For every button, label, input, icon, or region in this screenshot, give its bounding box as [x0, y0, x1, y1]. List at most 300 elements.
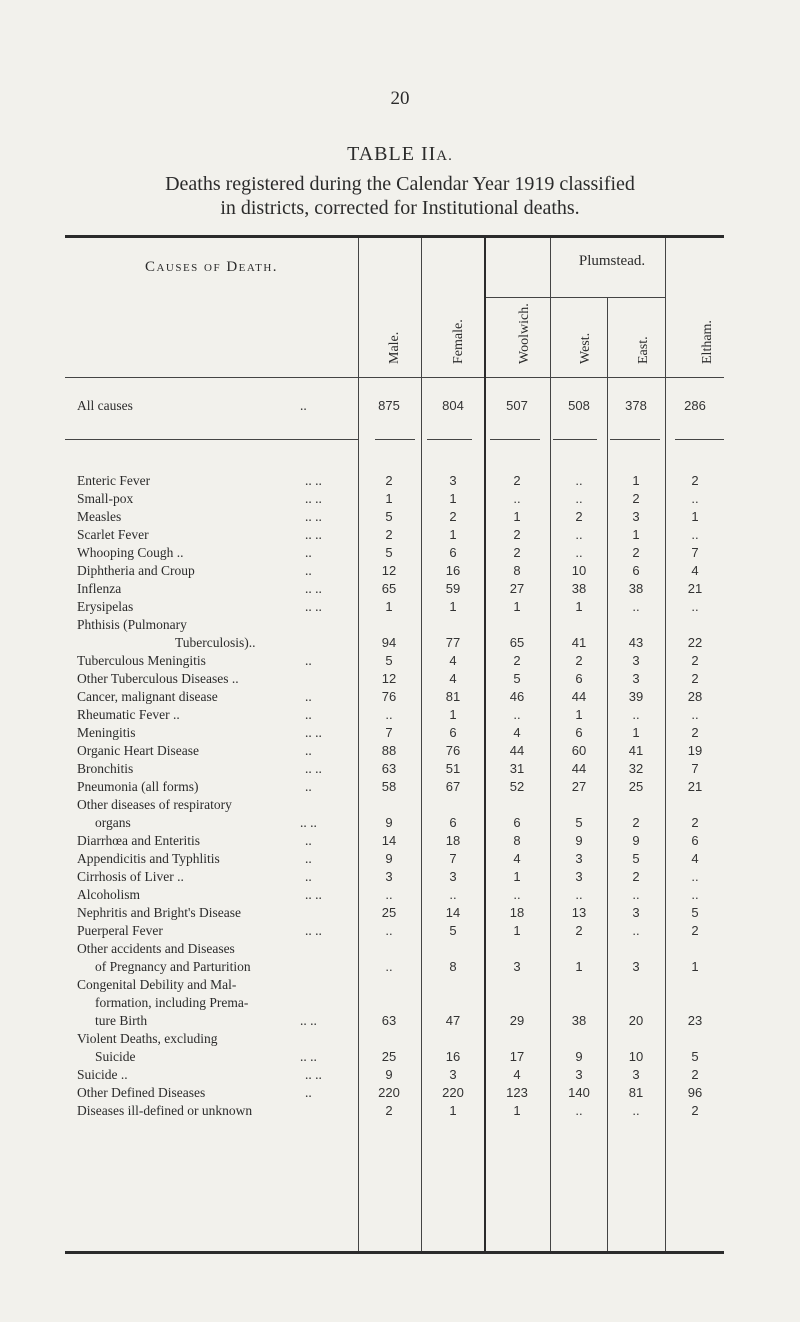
leader-dots: .. ..	[305, 581, 322, 596]
cell-value: 21	[687, 581, 703, 596]
table-row	[65, 1103, 724, 1121]
cell-value: ..	[575, 491, 583, 506]
cell-value: 4	[513, 725, 521, 740]
cell-value: ..	[632, 923, 640, 938]
cell-value: 27	[509, 581, 525, 596]
cell-value: 81	[628, 1085, 644, 1100]
cell-value: 63	[381, 1013, 397, 1028]
cell-value: 51	[445, 761, 461, 776]
cell-value: 41	[628, 743, 644, 758]
cell-value: 25	[381, 905, 397, 920]
cell-value: 77	[445, 635, 461, 650]
cause-label: Diseases ill-defined or unknown	[77, 1103, 253, 1118]
all-causes-rule-eltham	[675, 439, 724, 440]
cell-value: 43	[628, 635, 644, 650]
table-row	[65, 599, 724, 617]
leader-dots: .. ..	[305, 761, 322, 776]
header-eltham: Eltham.	[700, 320, 715, 364]
leader-dots: .. ..	[305, 491, 322, 506]
cause-label: Small-pox	[77, 491, 134, 506]
cell-value: 8	[449, 959, 457, 974]
table-row	[65, 1085, 724, 1103]
cell-value: 6	[513, 815, 521, 830]
cell-value: ..	[632, 599, 640, 614]
subtitle-line-2: in districts, corrected for Institutional deaths.	[220, 197, 580, 219]
cell-value: 4	[449, 671, 457, 686]
cell-value: 220	[442, 1085, 464, 1100]
cell-value: 507	[506, 398, 528, 413]
cause-label: Enteric Fever	[77, 473, 151, 488]
cell-value: 5	[575, 815, 583, 830]
leader-dots: ..	[305, 689, 312, 704]
table-row	[65, 797, 724, 833]
cell-value: 28	[687, 689, 703, 704]
table-bottom-rule	[65, 1251, 724, 1254]
cause-label-cont: formation, including Prema-	[95, 995, 249, 1010]
cell-value: 5	[385, 653, 393, 668]
cause-label: Whooping Cough ..	[77, 545, 184, 560]
cell-value: 31	[509, 761, 525, 776]
cell-value: 2	[513, 545, 521, 560]
cell-value: 1	[449, 527, 457, 542]
cell-value: 6	[449, 545, 457, 560]
cell-value: 6	[575, 671, 583, 686]
table-row	[65, 527, 724, 545]
cell-value: 65	[381, 581, 397, 596]
cause-label-cont: of Pregnancy and Parturition	[95, 959, 251, 974]
cause-label: Violent Deaths, excluding	[77, 1031, 218, 1046]
cell-value: 38	[628, 581, 644, 596]
cell-value: 1	[513, 509, 521, 524]
all-causes-rule-female	[427, 439, 472, 440]
leader-dots: .. ..	[305, 599, 322, 614]
cell-value: 3	[632, 509, 640, 524]
subtitle-line-1: Deaths registered during the Calendar Year 1919 classified	[165, 173, 635, 195]
cell-value: 3	[385, 869, 393, 884]
cell-value: ..	[632, 1103, 640, 1118]
cell-value: 5	[385, 509, 393, 524]
cell-value: 3	[632, 653, 640, 668]
all-causes-rule-west	[553, 439, 597, 440]
cell-value: 76	[381, 689, 397, 704]
leader-dots: ..	[305, 779, 312, 794]
leader-dots: .. ..	[305, 725, 322, 740]
cause-label: Other accidents and Diseases	[77, 941, 235, 956]
cell-value: 94	[381, 635, 397, 650]
cause-label: Pneumonia (all forms)	[77, 779, 199, 794]
cell-value: 1	[575, 599, 583, 614]
cell-value: 2	[691, 671, 699, 686]
cell-value: 2	[513, 473, 521, 488]
cell-value: ..	[575, 887, 583, 902]
cell-value: 1	[513, 923, 521, 938]
cell-value: 25	[628, 779, 644, 794]
table-row	[65, 761, 724, 779]
leader-dots: .. ..	[305, 887, 322, 902]
cell-value: 1	[632, 527, 640, 542]
cell-value: 3	[449, 869, 457, 884]
cell-value: ..	[575, 1103, 583, 1118]
cause-label: Erysipelas	[77, 599, 134, 614]
cell-value: 5	[632, 851, 640, 866]
cell-value: 17	[509, 1049, 525, 1064]
table-row	[65, 707, 724, 725]
cell-value: 3	[632, 959, 640, 974]
cell-value: 1	[385, 599, 393, 614]
cell-value: 2	[632, 491, 640, 506]
cell-value: 10	[628, 1049, 644, 1064]
cell-value: 12	[381, 671, 397, 686]
table-row	[65, 869, 724, 887]
table-row	[65, 941, 724, 977]
header-female: Female.	[451, 319, 466, 364]
cell-value: 3	[632, 905, 640, 920]
cause-label: Appendicitis and Typhlitis	[77, 851, 220, 866]
row-all-causes	[65, 398, 724, 416]
cell-value: 2	[513, 527, 521, 542]
cell-value: 20	[628, 1013, 644, 1028]
cell-value: 29	[509, 1013, 525, 1028]
cell-value: 5	[513, 671, 521, 686]
cell-value: 10	[571, 563, 587, 578]
cell-value: 2	[575, 923, 583, 938]
cell-value: 220	[378, 1085, 400, 1100]
table-row	[65, 473, 724, 491]
cell-value: 7	[691, 761, 699, 776]
table-top-rule	[65, 235, 724, 238]
cell-value: 6	[632, 563, 640, 578]
cell-value: ..	[575, 545, 583, 560]
cell-value: 9	[385, 1067, 393, 1082]
cell-value: ..	[691, 887, 699, 902]
table-row	[65, 545, 724, 563]
cell-value: 38	[571, 1013, 587, 1028]
leader-dots: .. ..	[300, 1049, 317, 1064]
table-row	[65, 581, 724, 599]
cause-label: All causes	[77, 398, 133, 413]
cell-value: 3	[632, 1067, 640, 1082]
table-row	[65, 905, 724, 923]
cause-label: Organic Heart Disease	[77, 743, 199, 758]
cell-value: 3	[632, 671, 640, 686]
cell-value: 3	[449, 473, 457, 488]
leader-dots: .. ..	[305, 509, 322, 524]
leader-dots: ..	[300, 398, 307, 413]
cell-value: 76	[445, 743, 461, 758]
table-row	[65, 725, 724, 743]
leader-dots: .. ..	[305, 527, 322, 542]
page-number: 20	[390, 88, 410, 109]
cell-value: 1	[449, 599, 457, 614]
table-row	[65, 491, 724, 509]
table-row	[65, 671, 724, 689]
cell-value: 25	[381, 1049, 397, 1064]
leader-dots: ..	[305, 743, 312, 758]
cell-value: 46	[509, 689, 525, 704]
cell-value: 23	[687, 1013, 703, 1028]
cell-value: 1	[385, 491, 393, 506]
cause-label: Measles	[77, 509, 122, 524]
cell-value: 39	[628, 689, 644, 704]
cell-value: 9	[385, 851, 393, 866]
leader-dots: .. ..	[300, 1013, 317, 1028]
cell-value: 9	[575, 1049, 583, 1064]
leader-dots: ..	[305, 545, 312, 560]
cell-value: 2	[691, 1103, 699, 1118]
leader-dots: .. ..	[305, 473, 322, 488]
cell-value: 2	[385, 473, 393, 488]
cause-label-cont: Tuberculosis)..	[175, 635, 256, 650]
cell-value: ..	[632, 887, 640, 902]
cell-value: 44	[571, 689, 587, 704]
cell-value: 8	[513, 833, 521, 848]
cell-value: 9	[385, 815, 393, 830]
all-causes-rule-label	[65, 439, 358, 440]
cause-label: Cancer, malignant disease	[77, 689, 218, 704]
cell-value: 12	[381, 563, 397, 578]
cell-value: 7	[449, 851, 457, 866]
cell-value: 2	[632, 869, 640, 884]
cell-value: ..	[691, 491, 699, 506]
cause-label: Nephritis and Bright's Disease	[77, 905, 242, 920]
cell-value: 88	[381, 743, 397, 758]
leader-dots: ..	[305, 1085, 312, 1100]
cell-value: 3	[575, 851, 583, 866]
cause-label: Alcoholism	[77, 887, 140, 902]
cell-value: 7	[691, 545, 699, 560]
cell-value: 9	[575, 833, 583, 848]
leader-dots: ..	[305, 653, 312, 668]
cell-value: 81	[445, 689, 461, 704]
table-row	[65, 653, 724, 671]
cell-value: 4	[513, 1067, 521, 1082]
table-row	[65, 887, 724, 905]
cell-value: 2	[385, 1103, 393, 1118]
cell-value: 5	[385, 545, 393, 560]
cell-value: 1	[513, 599, 521, 614]
cell-value: 5	[449, 923, 457, 938]
table-row	[65, 689, 724, 707]
cell-value: 2	[691, 473, 699, 488]
cause-label-cont: ture Birth	[95, 1013, 148, 1028]
cell-value: 14	[445, 905, 461, 920]
cell-value: 1	[575, 959, 583, 974]
cell-value: 8	[513, 563, 521, 578]
cell-value: 3	[513, 959, 521, 974]
table-row	[65, 923, 724, 941]
cause-label: Other Defined Diseases	[77, 1085, 206, 1100]
cell-value: 2	[691, 1067, 699, 1082]
table-row	[65, 851, 724, 869]
table-title-suffix: A.	[436, 148, 453, 164]
cell-value: 2	[449, 509, 457, 524]
cell-value: 508	[568, 398, 590, 413]
cell-value: 2	[513, 653, 521, 668]
header-male: Male.	[387, 331, 402, 364]
cell-value: 32	[628, 761, 644, 776]
cell-value: 2	[632, 545, 640, 560]
table-row	[65, 509, 724, 527]
cell-value: 1	[632, 473, 640, 488]
cause-label: Inflenza	[77, 581, 122, 596]
table-subtitle	[0, 172, 800, 220]
cell-value: 59	[445, 581, 461, 596]
cell-value: 38	[571, 581, 587, 596]
cell-value: 2	[575, 653, 583, 668]
leader-dots: .. ..	[300, 815, 317, 830]
cause-label: Rheumatic Fever ..	[77, 707, 180, 722]
cell-value: ..	[385, 959, 393, 974]
table-row	[65, 1031, 724, 1067]
cell-value: 18	[509, 905, 525, 920]
table-row	[65, 617, 724, 653]
cell-value: 14	[381, 833, 397, 848]
cause-label: Suicide ..	[77, 1067, 128, 1082]
cell-value: 2	[385, 527, 393, 542]
cause-label: Phthisis (Pulmonary	[77, 617, 187, 632]
cause-label: Meningitis	[77, 725, 136, 740]
cause-label: Other Tuberculous Diseases ..	[77, 671, 239, 686]
cell-value: 378	[625, 398, 647, 413]
cell-value: 3	[449, 1067, 457, 1082]
cell-value: 3	[575, 869, 583, 884]
cell-value: 7	[385, 725, 393, 740]
cell-value: 2	[691, 923, 699, 938]
cell-value: 804	[442, 398, 464, 413]
header-causes: Causes of Death.	[144, 259, 279, 275]
cell-value: 1	[513, 869, 521, 884]
table-row	[65, 743, 724, 761]
cell-value: 5	[691, 1049, 699, 1064]
leader-dots: ..	[305, 851, 312, 866]
table-row	[65, 833, 724, 851]
all-causes-rule-male	[375, 439, 415, 440]
cell-value: 5	[691, 905, 699, 920]
cell-value: 44	[571, 761, 587, 776]
leader-dots: ..	[305, 833, 312, 848]
cell-value: 52	[509, 779, 525, 794]
cell-value: 2	[691, 725, 699, 740]
table-row	[65, 977, 724, 1031]
cell-value: ..	[691, 599, 699, 614]
cell-value: 18	[445, 833, 461, 848]
cause-label: Tuberculous Meningitis	[77, 653, 206, 668]
cause-label: Scarlet Fever	[77, 527, 149, 542]
cell-value: 22	[687, 635, 703, 650]
cell-value: 6	[449, 725, 457, 740]
cell-value: ..	[385, 887, 393, 902]
cell-value: ..	[513, 707, 521, 722]
cell-value: 6	[575, 725, 583, 740]
cell-value: ..	[632, 707, 640, 722]
all-causes-rule-east	[610, 439, 660, 440]
cell-value: 58	[381, 779, 397, 794]
cell-value: 875	[378, 398, 400, 413]
cell-value: ..	[385, 923, 393, 938]
cell-value: 16	[445, 1049, 461, 1064]
cell-value: 67	[445, 779, 461, 794]
header-plumstead: Plumstead.	[578, 253, 646, 269]
cell-value: ..	[449, 887, 457, 902]
cell-value: 27	[571, 779, 587, 794]
cell-value: 1	[449, 1103, 457, 1118]
cell-value: 2	[575, 509, 583, 524]
cell-value: 2	[691, 815, 699, 830]
cell-value: 65	[509, 635, 525, 650]
cell-value: ..	[575, 473, 583, 488]
cell-value: 41	[571, 635, 587, 650]
table-row	[65, 779, 724, 797]
cell-value: 6	[691, 833, 699, 848]
cell-value: 13	[571, 905, 587, 920]
cell-value: 19	[687, 743, 703, 758]
cell-value: ..	[513, 491, 521, 506]
cell-value: 1	[575, 707, 583, 722]
leader-dots: .. ..	[305, 1067, 322, 1082]
cause-label: Other diseases of respiratory	[77, 797, 232, 812]
cause-label-cont: Suicide	[95, 1049, 136, 1064]
cell-value: 63	[381, 761, 397, 776]
table-title-main: TABLE II	[347, 143, 437, 165]
cell-value: ..	[691, 869, 699, 884]
cell-value: ..	[575, 527, 583, 542]
cause-label-cont: organs	[95, 815, 131, 830]
leader-dots: ..	[305, 563, 312, 578]
header-west: West.	[578, 332, 593, 364]
cell-value: 4	[691, 563, 699, 578]
cell-value: 1	[632, 725, 640, 740]
cause-label: Bronchitis	[77, 761, 134, 776]
cell-value: 1	[691, 959, 699, 974]
cell-value: 1	[449, 707, 457, 722]
leader-dots: ..	[305, 707, 312, 722]
cell-value: 1	[449, 491, 457, 506]
header-woolwich: Woolwich.	[517, 303, 532, 364]
cell-value: 96	[687, 1085, 703, 1100]
cell-value: 4	[513, 851, 521, 866]
cell-value: 2	[632, 815, 640, 830]
cell-value: 2	[691, 653, 699, 668]
cell-value: 1	[513, 1103, 521, 1118]
cell-value: ..	[691, 527, 699, 542]
cell-value: 21	[687, 779, 703, 794]
cell-value: 4	[691, 851, 699, 866]
all-causes-rule-woolwich	[490, 439, 540, 440]
cell-value: 16	[445, 563, 461, 578]
cause-label: Diphtheria and Croup	[77, 563, 195, 578]
cell-value: 286	[684, 398, 706, 413]
table-row	[65, 563, 724, 581]
leader-dots: .. ..	[305, 923, 322, 938]
cell-value: ..	[691, 707, 699, 722]
cause-label: Congenital Debility and Mal-	[77, 977, 237, 992]
cause-label: Cirrhosis of Liver ..	[77, 869, 184, 884]
cell-value: 9	[632, 833, 640, 848]
cause-label: Diarrhœa and Enteritis	[77, 833, 200, 848]
cell-value: 44	[509, 743, 525, 758]
cell-value: 3	[575, 1067, 583, 1082]
leader-dots: ..	[305, 869, 312, 884]
cell-value: ..	[385, 707, 393, 722]
header-east: East.	[636, 336, 651, 364]
cell-value: 4	[449, 653, 457, 668]
cause-label: Puerperal Fever	[77, 923, 163, 938]
cell-value: 1	[691, 509, 699, 524]
cell-value: 140	[568, 1085, 590, 1100]
cell-value: 47	[445, 1013, 461, 1028]
cell-value: ..	[513, 887, 521, 902]
cell-value: 60	[571, 743, 587, 758]
